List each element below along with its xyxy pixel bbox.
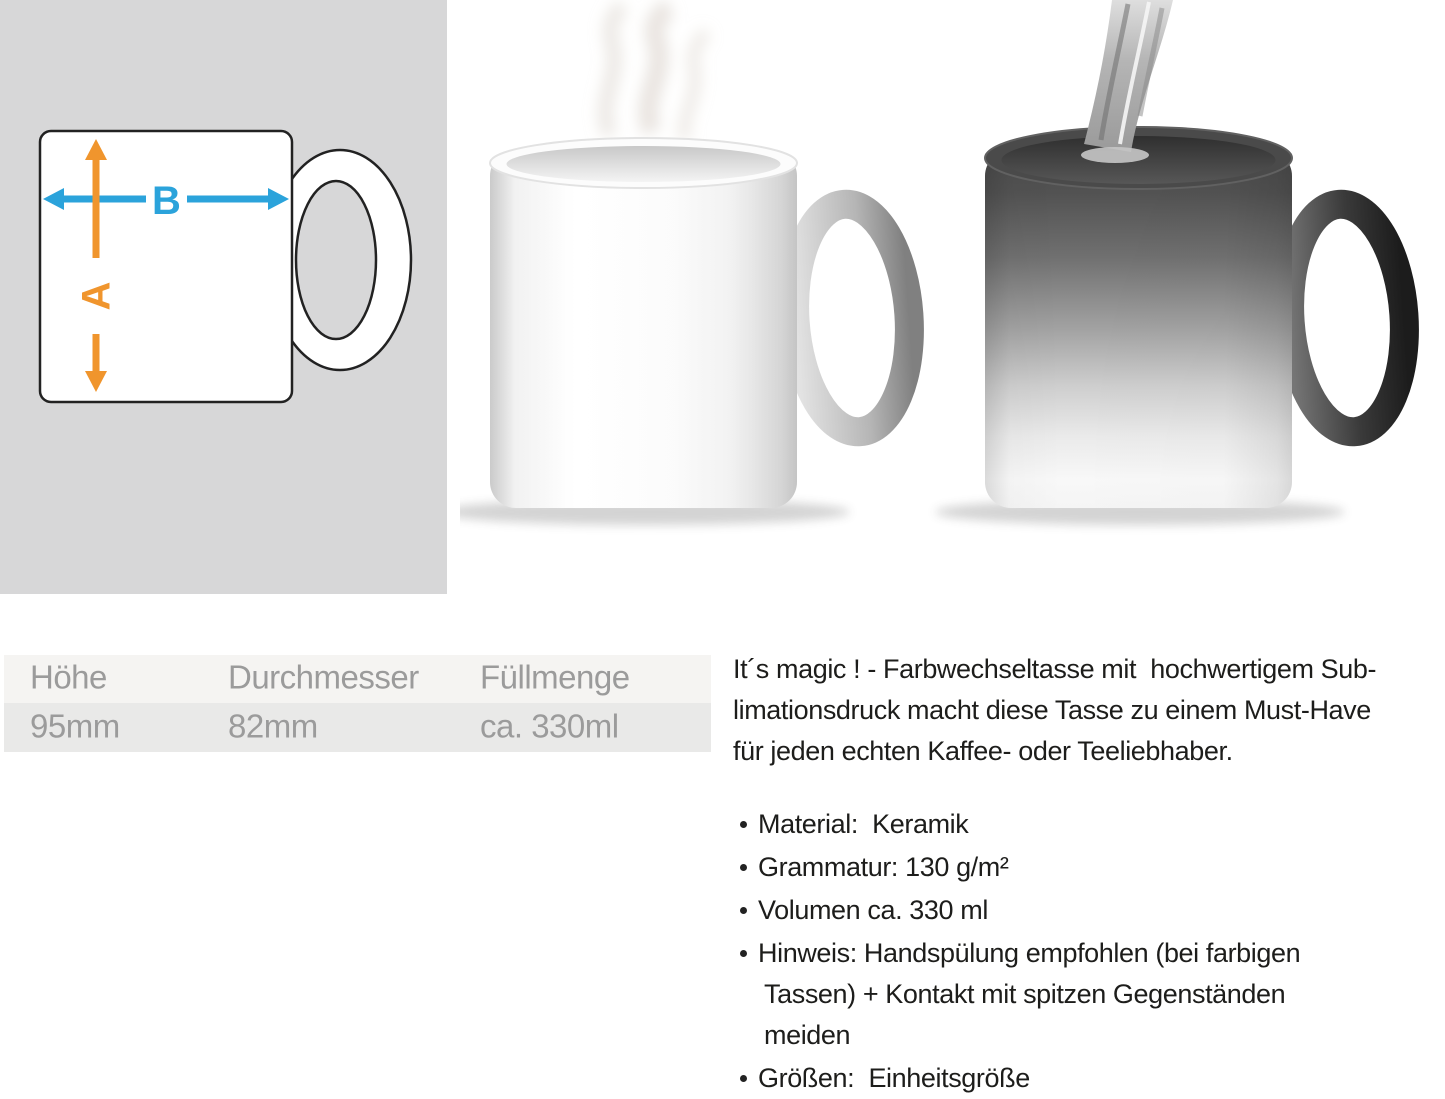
product-feature-list (733, 804, 1433, 1099)
product-description-paragraph (733, 649, 1433, 772)
white-mug-handle (787, 200, 917, 435)
paragraph-line: limationsdruck macht diese Tasse zu einem Must-Have (733, 695, 1371, 725)
spec-val-hoehe: 95mm (30, 706, 120, 744)
dimension-diagram-panel (0, 0, 447, 594)
list-item-groessen: Größen: Einheitsgröße (733, 1058, 1433, 1099)
bullet-dot (740, 864, 747, 871)
steam-icon (605, 6, 707, 140)
magic-mug-handle (1282, 200, 1412, 435)
spec-value-row (4, 703, 711, 752)
list-item-grammatur: Grammatur: 130 g/m² (733, 847, 1433, 888)
dimension-label-b: B (152, 179, 181, 223)
list-item-volumen: Volumen ca. 330 ml (733, 890, 1433, 931)
paragraph-line: für jeden echten Kaffee- oder Teeliebhaber. (733, 736, 1233, 766)
body-shading (490, 150, 797, 508)
body-shading (985, 150, 1292, 508)
spec-table (4, 655, 711, 752)
spec-val-fuellmenge: ca. 330ml (480, 706, 619, 744)
bullet-dot (740, 1075, 747, 1082)
dimension-label-a: A (74, 281, 119, 311)
bullet-dot (740, 907, 747, 914)
list-item-material: Material: Keramik (733, 804, 1433, 845)
bullet-dot (740, 821, 747, 828)
spec-val-durchmesser: 82mm (228, 706, 318, 744)
mug-body-outline (40, 131, 292, 402)
spec-header-row (4, 655, 711, 703)
paragraph-line: It´s magic ! - Farbwechseltasse mit hochwertigem Sub- (733, 654, 1377, 684)
white-mug-opening (507, 146, 781, 182)
list-item-hinweis: Hinweis: Handspülung empfohlen (bei farbigen Tassen) + Kontakt mit spitzen Gegenständen meiden (733, 933, 1433, 1056)
bullet-dot (740, 950, 747, 957)
spec-col-durchmesser: Durchmesser (228, 658, 419, 696)
spec-col-fuellmenge: Füllmenge (480, 658, 630, 696)
mug-handle-hole (296, 181, 376, 339)
spec-col-hoehe: Höhe (30, 658, 107, 696)
product-photos (460, 0, 1445, 640)
water-splash (1081, 147, 1149, 163)
magic-mug-photo (935, 0, 1412, 525)
white-mug-photo (460, 6, 917, 525)
mug-dimension-diagram (0, 0, 447, 594)
